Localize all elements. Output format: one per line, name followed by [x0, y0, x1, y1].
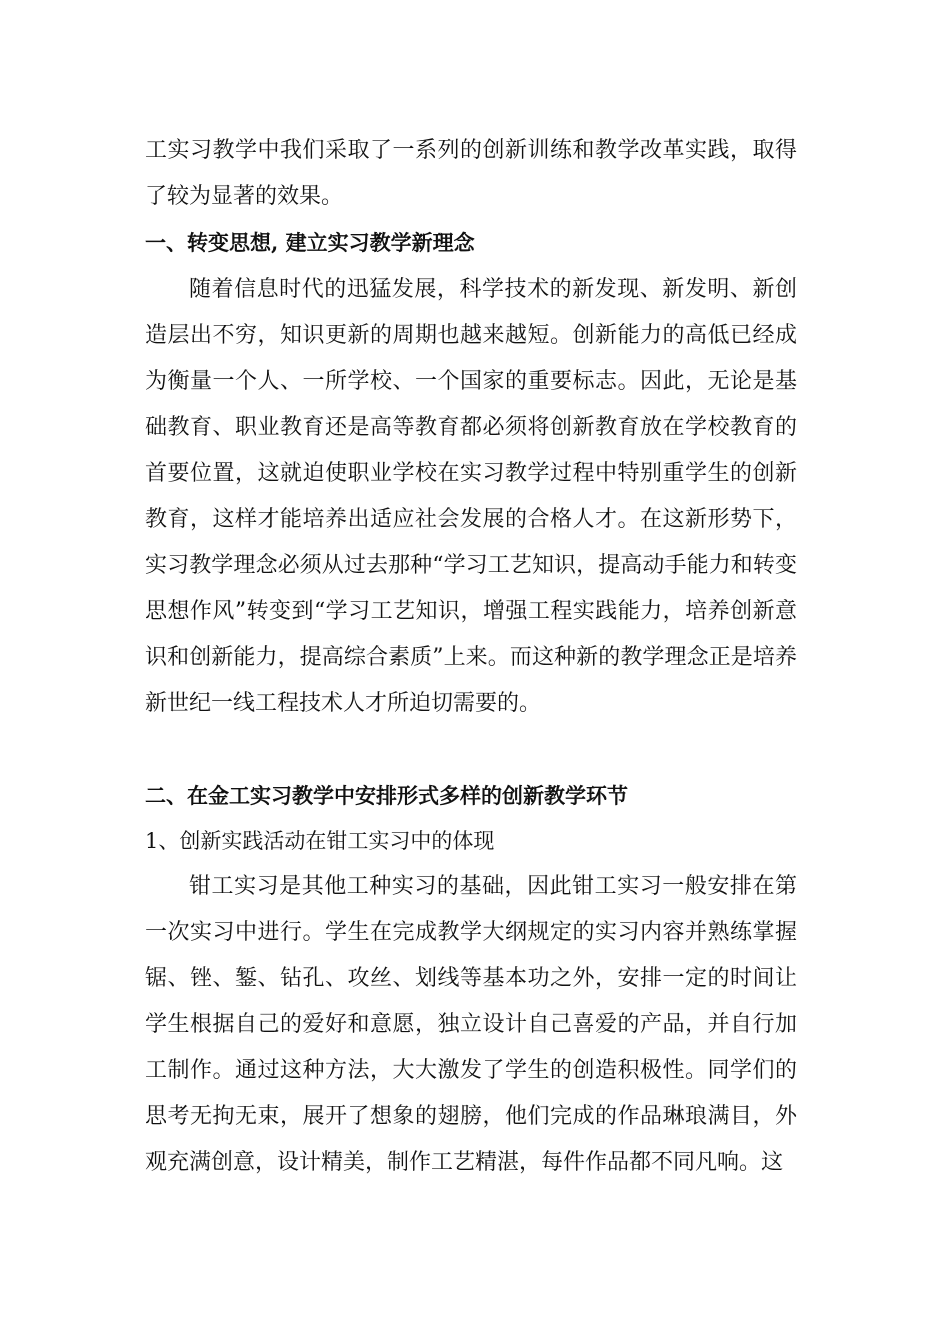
- subsection-1-paragraph: 钳工实习是其他工种实习的基础，因此钳工实习一般安排在第一次实习中进行。学生在完成教学大纲规定的实习内容并熟练掌握锯、锉、錾、钻孔、攻丝、划线等基本功之外，安排一定的时间让学生根据自己的爱好和意愿，独立设计自己喜爱的产品，并自行加工制作。通过这种方法，大大激发了学生的创造积极性。同学们的思考无拘无束，展开了想象的翅膀，他们完成的作品琳琅满目，外观充满创意，设计精美，制作工艺精湛，每件作品都不同凡响。这: [145, 874, 797, 1175]
- section-2-heading: 二、在金工实习教学中安排形式多样的创新教学环节: [145, 783, 628, 808]
- section-1-paragraph: 随着信息时代的迅猛发展，科学技术的新发现、新发明、新创造层出不穷，知识更新的周期也越来越短。创新能力的高低已经成为衡量一个人、一所学校、一个国家的重要标志。因此，无论是基础教育、职业教育还是高等教育都必须将创新教育放在学校教育的首要位置，这就迫使职业学校在实习教学过程中特别重学生的创新教育，这样才能培养出适应社会发展的合格人才。在这新形势下，实习教学理念必须从过去那种“学习工艺知识，提高动手能力和转变思想作风”转变到“学习工艺知识，增强工程实践能力，培养创新意识和创新能力，提高综合素质”上来。而这种新的教学理念正是培养新世纪一线工程技术人才所迫切需要的。: [145, 277, 797, 716]
- intro-paragraph: 工实习教学中我们采取了一系列的创新训练和教学改革实践，取得了较为显著的效果。: [145, 138, 797, 209]
- subsection-1-heading: 1、创新实践活动在钳工实习中的体现: [145, 829, 495, 853]
- document-body: [145, 128, 797, 1186]
- section-1-heading: 一、转变思想, 建立实习教学新理念: [145, 230, 475, 255]
